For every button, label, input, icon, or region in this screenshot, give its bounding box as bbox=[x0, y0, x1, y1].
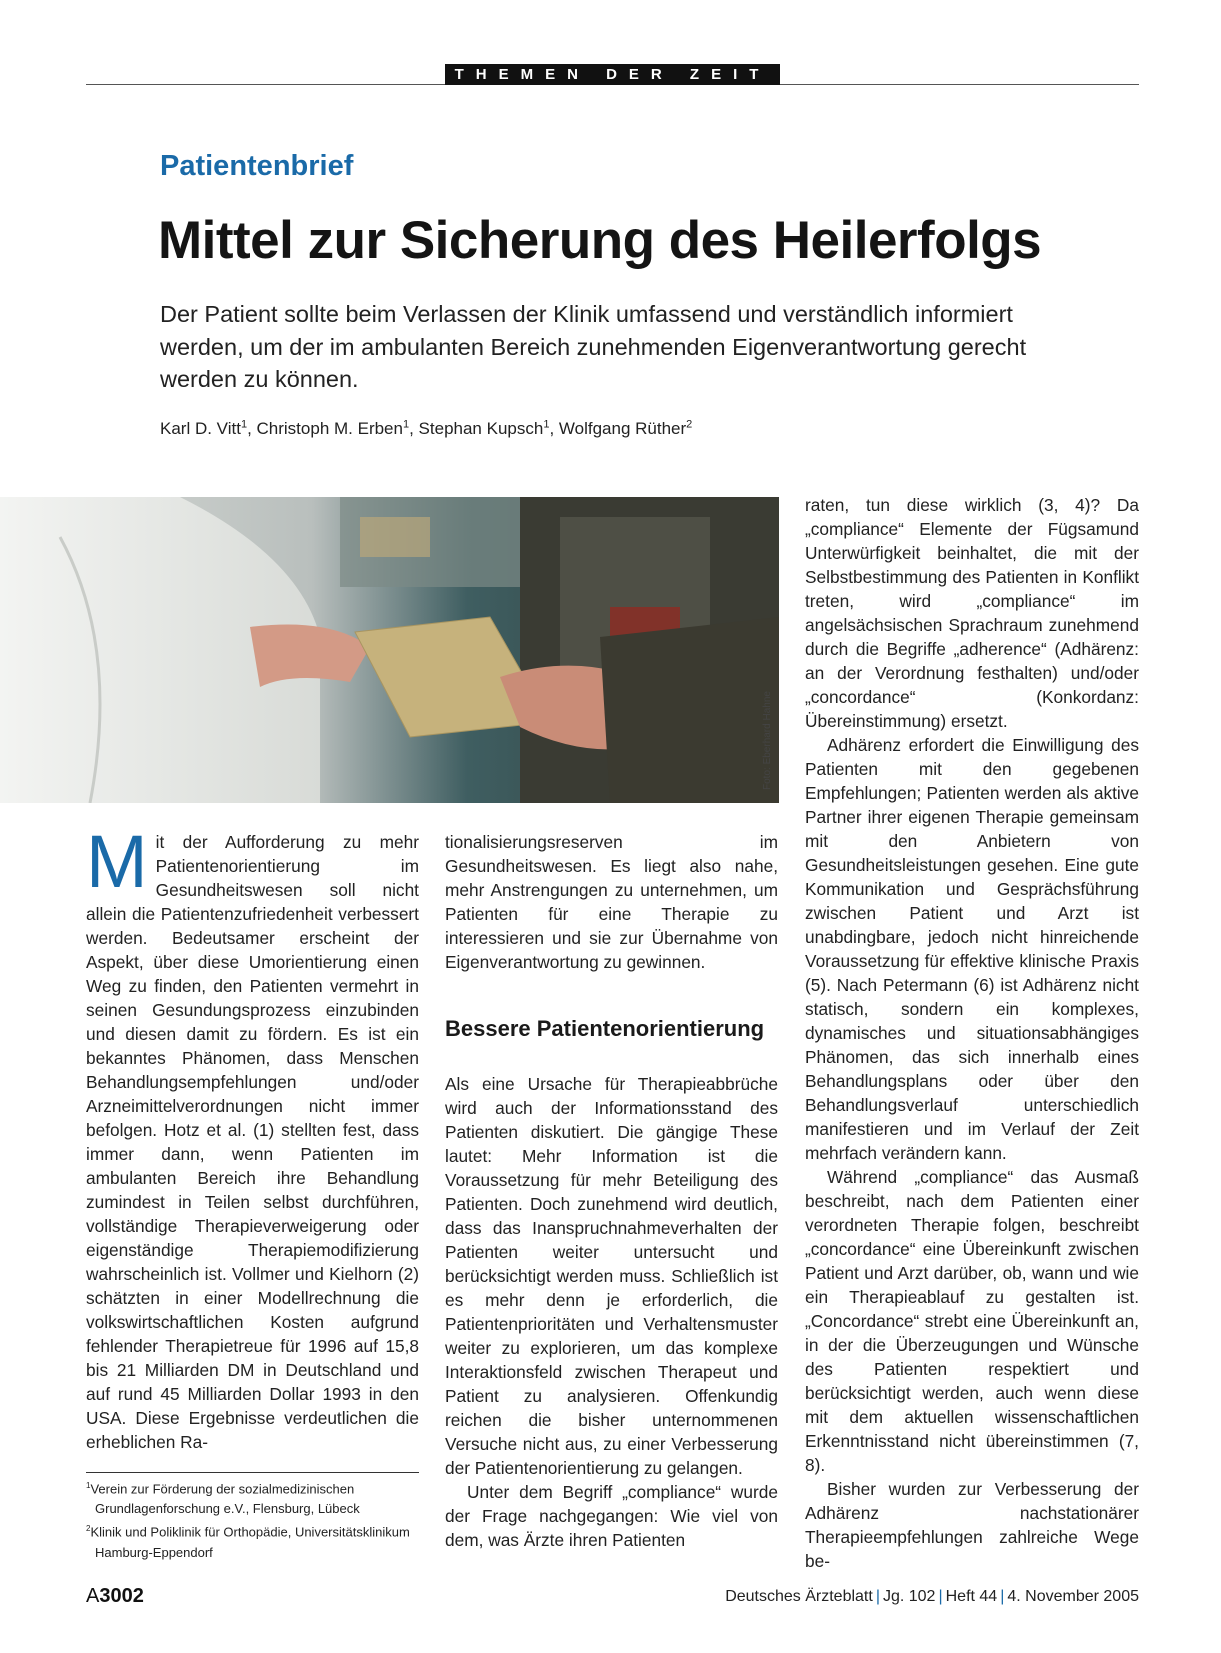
body-column-1 bbox=[86, 820, 419, 1454]
body-column-2 bbox=[445, 830, 778, 974]
footnotes bbox=[86, 1476, 426, 1563]
journal-volume: Jg. 102 bbox=[882, 1588, 936, 1605]
author: Wolfgang Rüther$^2$ bbox=[558, 418, 693, 438]
body-paragraph: it der Aufforderung zu mehr Patientenorientierung im Gesundheitswesen soll nicht allein die Patientenzufriedenheit verbessert werden. Bedeutsamer erscheint der Aspekt, über diese Umorientierung einen Weg zu finden, den Patienten vermehrt in seinen Gesundungsprozess einzubinden und diesen damit zu fördern. Es ist ein bekanntes Phänomen, dass Menschen Behandlungsempfehlungen und/oder Arzneimittelverordnungen nicht immer befolgen. Hotz et al. (1) stellten fest, dass immer dann, wenn Patienten im ambulanten Bereich ihre Behandlung zumindest in Teilen selbst durchführen, vollständige Therapieverweigerung oder eigenständige Therapiemodifizierung wahrscheinlich ist. Vollmer und Kielhorn (2) schätzten in einer Modellrechnung die volkswirtschaftlichen Kosten aufgrund fehlender Therapietreue für 1996 auf 15,8 bis 21 Milliarden DM in Deutschland und auf rund 45 Milliarden Dollar 1993 in den USA. Diese Ergebnisse verdeutlichen die erheblichen Ra- bbox=[86, 832, 419, 1452]
body-column-2-continued bbox=[445, 1072, 778, 1552]
author: Stephan Kupsch$^1$, bbox=[418, 418, 559, 438]
journal-issue: Heft 44 bbox=[945, 1588, 998, 1605]
section-label: THEMEN DER ZEIT bbox=[445, 64, 780, 85]
journal-info: Deutsches Ärzteblatt | Jg. 102 | Heft 44 | 4. November 2005 bbox=[725, 1588, 1139, 1605]
body-paragraph: Während „compliance“ das Ausmaß beschreibt, nach dem Patienten einer verordneten Therapie folgen, beschreibt „concordance“ eine Übereinkunft zwischen Patient und Arzt darüber, ob, wann und wie ein Therapieablauf zu gestalten ist. „Concordance“ strebt eine Übereinkunft an, in der die Überzeugungen und Wünsche des Patienten respektiert und berücksichtigt werden, auch wenn diese mit dem aktuellen wissenschaftlichen Erkenntnisstand nicht übereinstimmen (7, 8). bbox=[805, 1167, 1139, 1475]
footnote-rule bbox=[86, 1472, 419, 1473]
drop-cap: M bbox=[86, 820, 148, 903]
body-paragraph: raten, tun diese wirklich (3, 4)? Da „compliance“ Elemente der Fügsamund Unterwürfigkeit beinhaltet, die mit der Selbstbestimmung des Patienten in Konflikt treten, wird „compliance“ im angelsächsischen Sprachraum zunehmend durch die Begriffe „adherence“ (Adhärenz: an der Verordnung festhalten) und/oder „concordance“ (Konkordanz: Übereinstimmung) ersetzt. bbox=[805, 495, 1139, 731]
body-column-3 bbox=[805, 493, 1139, 1573]
section-heading: Bessere Patientenorientierung bbox=[445, 1016, 765, 1041]
body-paragraph: Adhärenz erfordert die Einwilligung des Patienten mit den gegebenen Empfehlungen; Patienten werden als aktive Partner ihrer eigenen Therapie gemeinsam mit den Anbietern von Gesundheitsleistungen gesehen. Eine gute Kommunikation und Gesprächsführung zwischen Patient und Arzt ist unabdingbare, jedoch nicht hinreichende Voraussetzung für effektive klinische Praxis (5). Nach Petermann (6) ist Adhärenz nicht statisch, sondern ein komplexes, dynamisches und situationsabhängiges Phänomen, das sich innerhalb eines Behandlungsplans oder über den Behandlungsverlauf unterschiedlich manifestieren und im Verlauf der Zeit mehrfach verändern kann. bbox=[805, 735, 1139, 1163]
photo-credit: Foto: Eberhard Hahne bbox=[762, 691, 773, 790]
author-list bbox=[160, 418, 692, 439]
article-photo bbox=[0, 497, 779, 803]
article-kicker: Patientenbrief bbox=[160, 150, 354, 182]
body-paragraph: Als eine Ursache für Therapieabbrüche wird auch der Informationsstand des Patienten diskutiert. Die gängige These lautet: Mehr Information ist die Voraussetzung für mehr Beteiligung des Patienten. Doch zunehmend wird deutlich, dass das Inanspruchnahmeverhalten der Patienten weiter untersucht und berücksichtigt werden muss. Schließlich ist es mehr denn je erforderlich, die Patientenprioritäten und Verhaltensmuster weiter zu explorieren, um das komplexe Interaktionsfeld zwischen Therapeut und Patient zu analysieren. Offenkundig reichen die bisher unternommenen Versuche nicht aus, zu einer Verbesserung der Patientenorientierung zu gelangen. bbox=[445, 1074, 778, 1478]
journal-date: 4. November 2005 bbox=[1007, 1588, 1139, 1605]
article-title: Mittel zur Sicherung des Heilerfolgs bbox=[158, 211, 1042, 270]
body-paragraph: tionalisierungsreserven im Gesundheitswesen. Es liegt also nahe, mehr Anstrengungen zu unternehmen, um Patienten für eine Therapie zu interessieren und sie zur Übernahme von Eigenverantwortung zu gewinnen. bbox=[445, 832, 778, 972]
body-paragraph: Unter dem Begriff „compliance“ wurde der Frage nachgegangen: Wie viel von dem, was Ärzte ihren Patienten bbox=[445, 1482, 778, 1550]
article-lead: Der Patient sollte beim Verlassen der Klinik umfassend und verständlich informiert werden, um der im ambulanten Bereich zunehmenden Eigenverantwortung gerecht werden zu können. bbox=[160, 301, 1027, 392]
body-paragraph: Bisher wurden zur Verbesserung der Adhärenz nachstationärer Therapieempfehlungen zahlreiche Wege be- bbox=[805, 1479, 1139, 1571]
footnote: $^1$Verein zur Förderung der sozialmedizinischen Grundlagenforschung e.V., Flensburg, Lübeck bbox=[86, 1481, 360, 1517]
author: Karl D. Vitt$^1$, bbox=[160, 418, 257, 438]
page-number: A3002 bbox=[86, 1585, 144, 1607]
author: Christoph M. Erben$^1$, bbox=[256, 418, 419, 438]
footnote: $^2$Klinik und Poliklinik für Orthopädie, Universitätsklinikum Hamburg-Eppendorf bbox=[86, 1524, 410, 1560]
journal-name: Deutsches Ärzteblatt bbox=[725, 1588, 873, 1605]
